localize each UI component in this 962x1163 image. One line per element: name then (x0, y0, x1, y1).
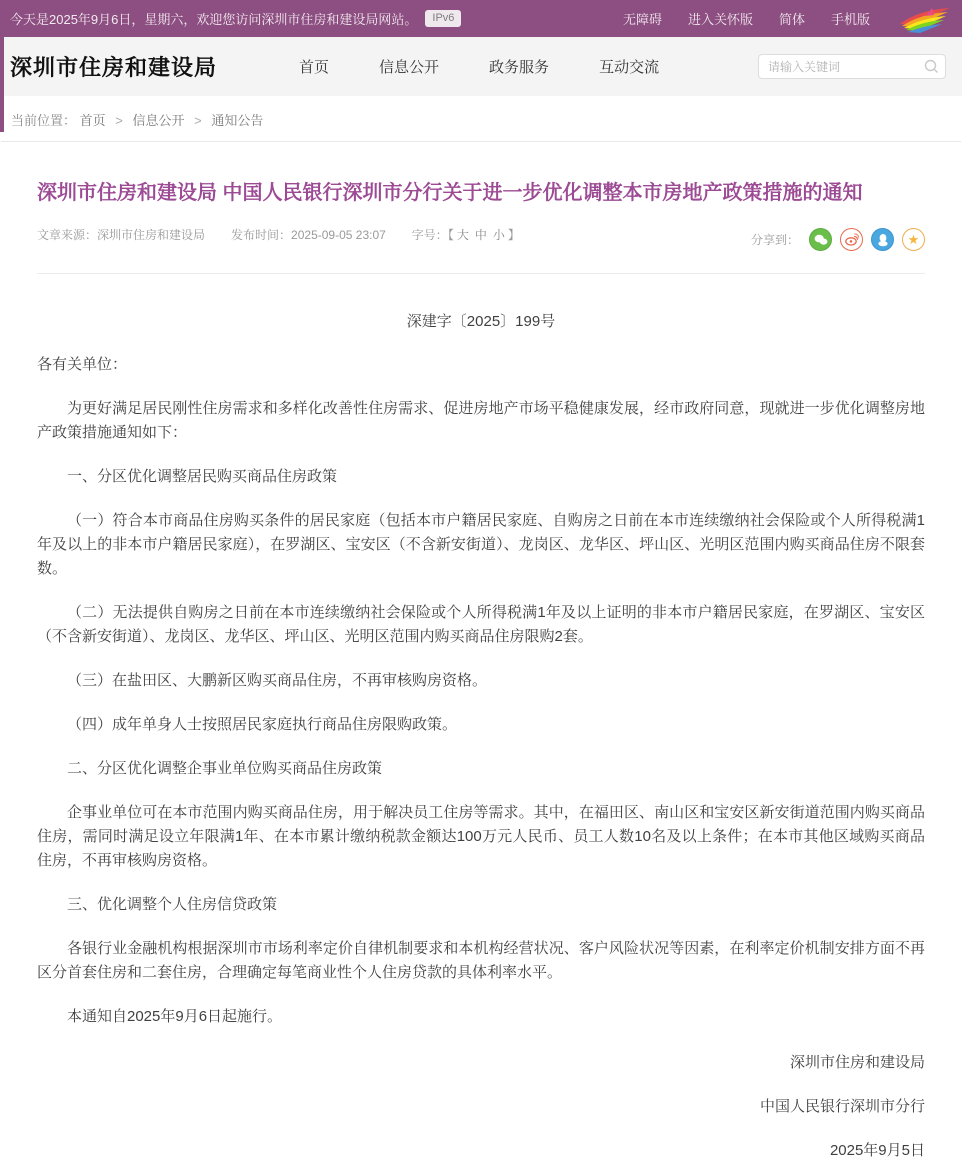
document-number: 深建字〔2025〕199号 (406, 313, 556, 330)
font-size-medium-button[interactable]: 中 (474, 228, 487, 242)
search-icon[interactable] (924, 59, 939, 74)
share-weibo-icon[interactable] (840, 228, 863, 251)
salutation: 各有关单位： (37, 356, 128, 373)
section-1-item-2: （二）无法提供自购房之日前在本市连续缴纳社会保险或个人所得税满1年及以上证明的非本市户籍居民家庭，在罗湖区、宝安区（不含新安街道）、龙岗区、龙华区、坪山区、光明区范围内购买商品住房限购2套。 (37, 604, 925, 645)
care-version-link[interactable]: 进入关怀版 (687, 12, 753, 27)
article-meta (37, 222, 925, 274)
site-header (0, 37, 962, 96)
breadcrumb-info-disclosure[interactable]: 信息公开 (132, 113, 185, 128)
signature-housing-bureau: 深圳市住房和建设局 (789, 1054, 925, 1071)
site-title: 深圳市住房和建设局 (10, 55, 218, 80)
signature-pboc-branch: 中国人民银行深圳市分行 (759, 1098, 925, 1115)
breadcrumb-label: 当前位置： (11, 113, 77, 128)
share-wechat-icon[interactable] (809, 228, 832, 251)
nav-interaction[interactable]: 互动交流 (599, 59, 660, 76)
signature-block (37, 1051, 925, 1163)
nav-government-services[interactable]: 政务服务 (489, 59, 550, 76)
section-1-item-1: （一）符合本市商品住房购买条件的居民家庭（包括本市户籍居民家庭、自购房之日前在本市连续缴纳社会保险或个人所得税满1年及以上的非本市户籍居民家庭），在罗湖区、宝安区（不含新安街道）、龙岗区、龙华区、坪山区、光明区范围内购买商品住房不限套数。 (37, 512, 925, 577)
section-1-item-3: （三）在盐田区、大鹏新区购买商品住房，不再审核购房资格。 (67, 672, 488, 689)
font-size-large-button[interactable]: 大 (456, 228, 469, 242)
font-size-control: 字号：【 大 中 小 】 (411, 228, 520, 242)
publish-time-meta: 发布时间：2025-09-05 23:07 (231, 228, 386, 242)
topbar (0, 0, 962, 37)
left-edge-accent (0, 37, 4, 132)
search-box[interactable] (758, 54, 946, 79)
section-3-body: 各银行业金融机构根据深圳市市场利率定价自律机制要求和本机构经营状况、客户风险状况等因素，在利率定价机制安排方面不再区分首套住房和二套住房，合理确定每笔商业性个人住房贷款的具体利率水平。 (37, 940, 925, 981)
share-bar (751, 222, 925, 251)
nav-info-disclosure[interactable]: 信息公开 (379, 59, 440, 76)
breadcrumb-home[interactable]: 首页 (79, 113, 106, 128)
nav-home[interactable]: 首页 (299, 59, 330, 76)
share-qq-icon[interactable] (871, 228, 894, 251)
search-input[interactable] (768, 60, 924, 74)
paragraph-intro: 为更好满足居民刚性住房需求和多样化改善性住房需求、促进房地产市场平稳健康发展，经市政府同意，现就进一步优化调整房地产政策措施通知如下： (37, 400, 925, 441)
font-size-small-button[interactable]: 小 (492, 228, 505, 242)
section-1-heading: 一、分区优化调整居民购买商品住房政策 (67, 468, 338, 485)
section-1-item-4: （四）成年单身人士按照居民家庭执行商品住房限购政策。 (67, 716, 458, 733)
accessibility-link[interactable]: 无障碍 (622, 12, 662, 27)
article (0, 180, 962, 1163)
effective-date-note: 本通知自2025年9月6日起施行。 (67, 1008, 283, 1025)
breadcrumb-notices[interactable]: 通知公告 (211, 113, 264, 128)
section-3-heading: 三、优化调整个人住房信贷政策 (67, 896, 278, 913)
welcome-text: 今天是2025年9月6日，星期六，欢迎您访问深圳市住房和建设局网站。 (10, 12, 418, 27)
section-2-heading: 二、分区优化调整企事业单位购买商品住房政策 (67, 760, 383, 777)
share-favorite-star-icon[interactable]: ★ (902, 228, 925, 251)
signature-date: 2025年9月5日 (829, 1142, 925, 1159)
section-2-body: 企事业单位可在本市范围内购买商品住房，用于解决员工住房等需求。其中，在福田区、南山区和宝安区新安街道范围内购买商品住房，需同时满足设立年限满1年、在本市累计缴纳税款金额达100万元人民币、员工人数10名及以上条件；在本市其他区域购买商品住房，不再审核购房资格。 (37, 804, 925, 869)
breadcrumb-separator: > (115, 113, 123, 128)
breadcrumb (1, 96, 961, 142)
main-nav (299, 56, 659, 77)
ipv6-badge: IPv6 (425, 10, 461, 27)
city-rainbow-logo-icon (896, 4, 954, 34)
mobile-version-link[interactable]: 手机版 (830, 12, 870, 27)
source-meta: 文章来源：深圳市住房和建设局 (37, 228, 206, 242)
share-label: 分享到： (750, 233, 799, 247)
simplified-chinese-link[interactable]: 简体 (778, 12, 805, 27)
breadcrumb-separator: > (194, 113, 202, 128)
article-title: 深圳市住房和建设局 中国人民银行深圳市分行关于进一步优化调整本市房地产政策措施的通知 (37, 182, 863, 204)
